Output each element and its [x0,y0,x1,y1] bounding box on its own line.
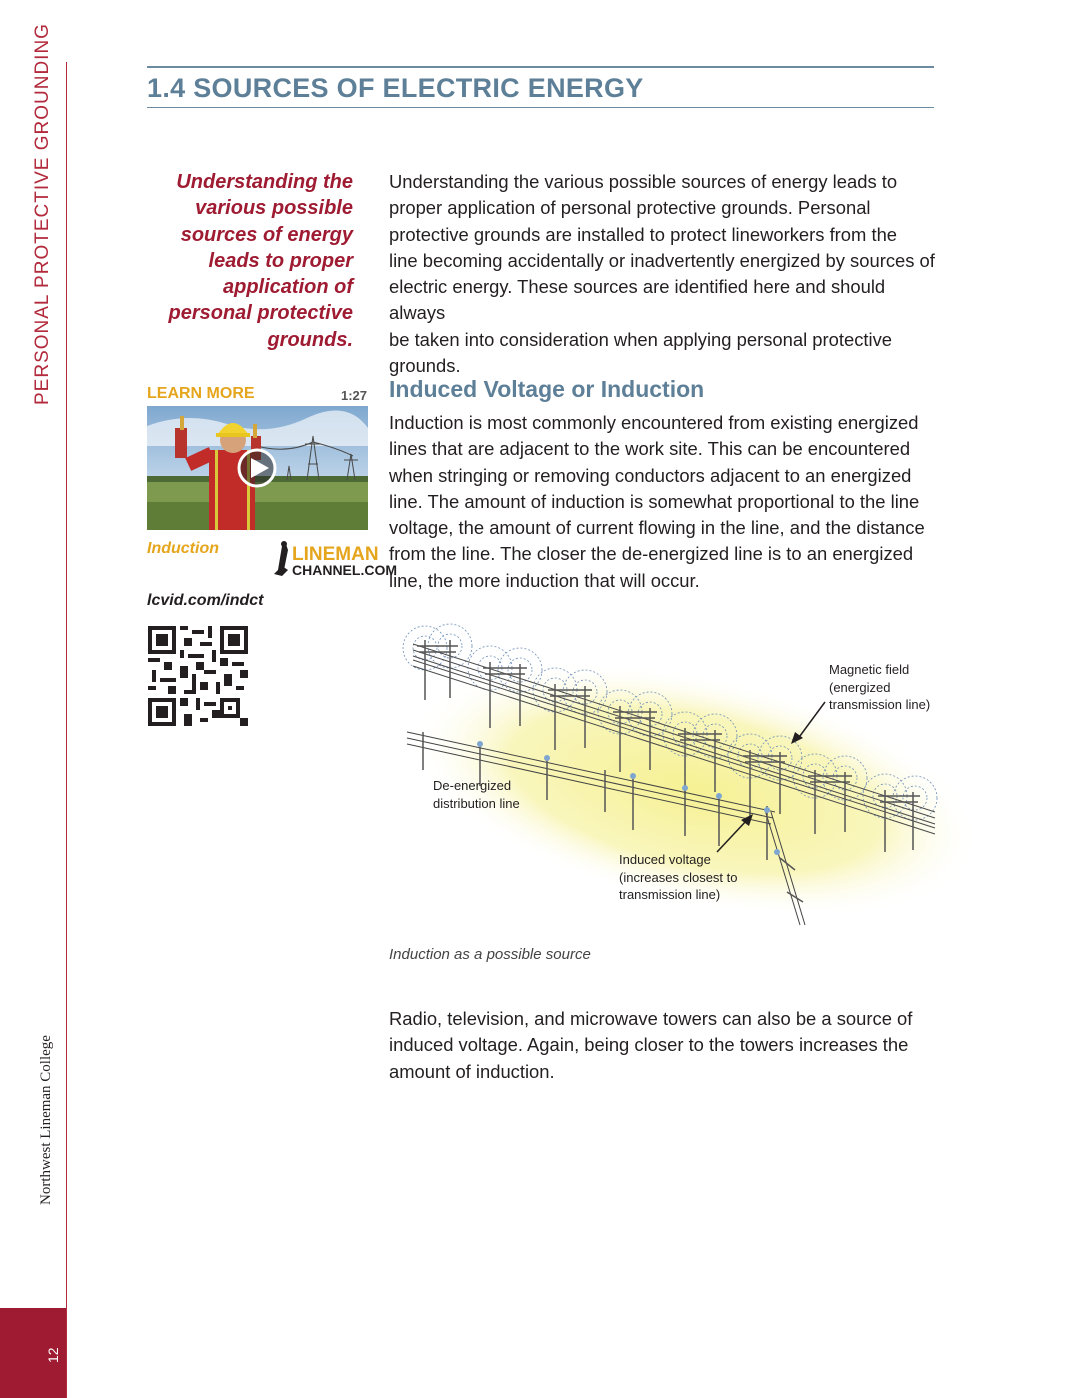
paragraph-line: line, the more induction that will occur. [389,569,700,591]
pull-quote-line: Understanding the [176,171,353,193]
callout-line: transmission line) [619,887,721,902]
callout-line: (energized [829,679,891,695]
video-link[interactable]: lcvid.com/indct [147,592,264,609]
learn-more-label: LEARN MORE [147,385,255,402]
sidebar-college-name: Northwest Lineman College [38,1035,54,1205]
paragraph-line: proper application of personal protective grounds. Personal [389,197,871,219]
video-title: Induction [147,540,219,557]
paragraph-line: when stringing or removing conductors adjacent to an energized [389,464,912,486]
qr-code[interactable] [148,626,248,726]
pull-quote-line: sources of energy [180,223,353,246]
header-rule-bottom [147,107,934,108]
paragraph-line: Induction is most commonly encountered from existing energized [389,412,919,433]
figure-caption: Induction as a possible source [389,946,591,963]
paragraph-line: voltage, the amount of current flowing in the line, and the distance [389,517,925,539]
callout-deenergized-line [433,777,520,812]
pull-quote-line: various possible [195,197,353,220]
paragraph-line: amount of induction. [389,1060,555,1082]
sidebar-divider [66,62,67,1398]
pull-quote-line: personal protective [168,302,353,325]
paragraph-line: lines that are adjacent to the work site. This can be encountered [389,438,911,460]
callout-line: De-energized [433,778,512,793]
callout-line: Magnetic field [829,662,910,677]
callout-line: (increases closest to [619,869,738,885]
callout-line: Induced voltage [619,852,711,867]
paragraph-line: be taken into consideration when applying personal protective [389,328,893,350]
video-thumbnail-image [147,406,368,530]
pull-quote-line: grounds. [267,328,353,351]
section-title: 1.4 SOURCES OF ELECTRIC ENERGY [147,73,644,103]
paragraph-line: Radio, television, and microwave towers can also be a source of [389,1008,913,1029]
paragraph-line: line. The amount of induction is somewhat proportional to the line [389,490,920,512]
pull-quote-line: leads to proper [208,249,353,272]
logo-text-lineman: LINEMAN [292,544,379,565]
video-duration: 1:27 [341,388,368,403]
induction-paragraph [389,410,939,594]
closing-paragraph [389,1006,939,1085]
intro-paragraph [389,169,939,379]
subheading-induced-voltage: Induced Voltage or Induction [389,376,705,402]
paragraph-line: Understanding the various possible sources of energy leads to [389,171,898,192]
sidebar-section-title: PERSONAL PROTECTIVE GROUNDING [32,23,53,405]
callout-line: distribution line [433,795,520,811]
callout-induced-voltage [619,851,738,904]
pull-quote-line: application of [223,276,353,299]
lineman-channel-logo [270,540,397,578]
callout-magnetic-field [829,661,930,714]
logo-text-channel: CHANNEL.COM [292,562,397,578]
header-rule-top [147,66,934,68]
paragraph-line: line becoming accidentally or inadvertently energized by sources of [389,249,935,271]
paragraph-line: induced voltage. Again, being closer to the towers increases the [389,1034,909,1056]
page-number: 12 [45,1347,61,1363]
paragraph-line: protective grounds are installed to protect lineworkers from the [389,223,898,245]
video-thumbnail[interactable] [147,406,368,530]
callout-line: transmission line) [829,697,931,712]
paragraph-line: grounds. [389,355,461,377]
paragraph-line: from the line. The closer the de-energized line is to an energized [389,543,914,565]
paragraph-line: electric energy. These sources are identified here and should always [389,276,886,324]
pull-quote [150,169,353,353]
